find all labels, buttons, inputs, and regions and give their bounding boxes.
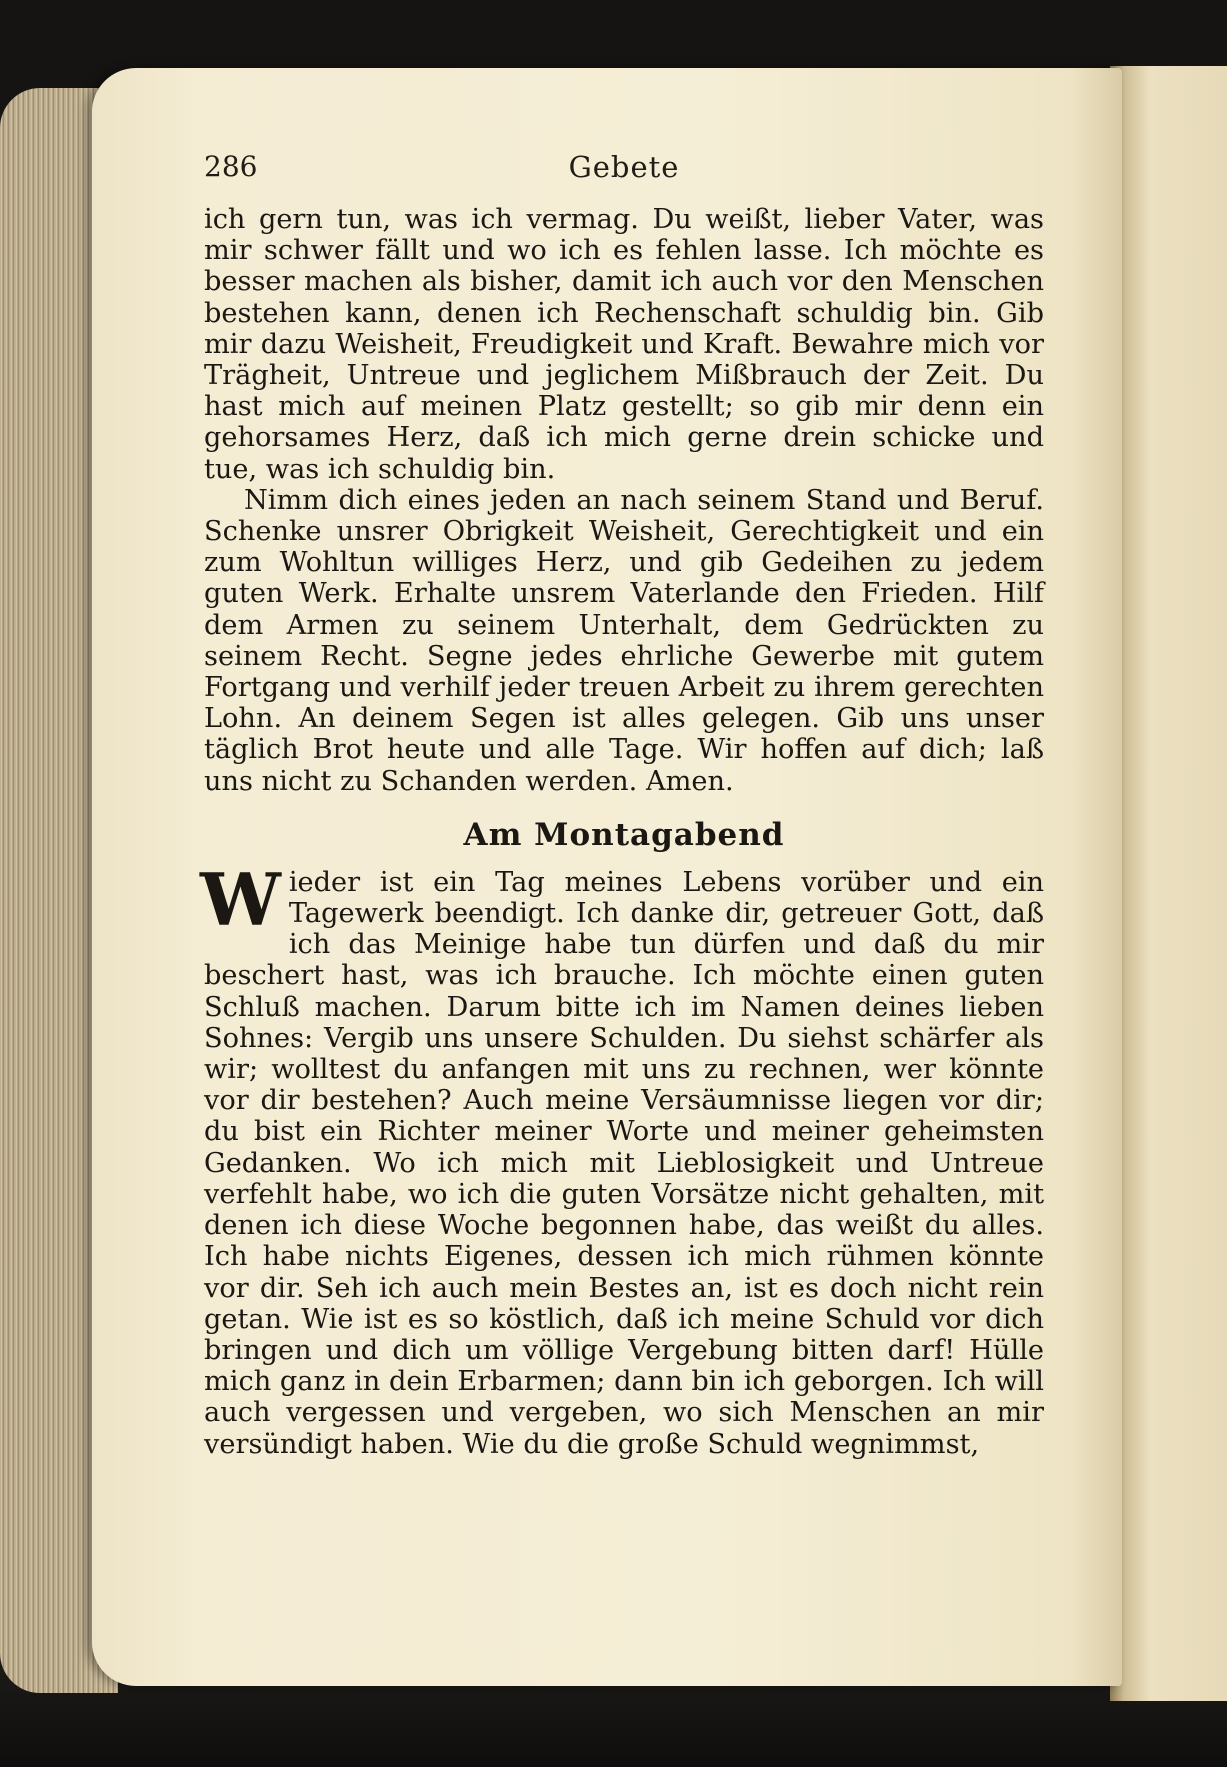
section-text: ieder ist ein Tag meines Lebens vorüber und ein Tagewerk beendigt. Ich danke dir, getreuer Gott, daß ich das Meinige habe tun dürfen und daß du mir beschert hast, was ich brauche. Ich möchte einen guten Schluß machen. Darum bitte ich im Namen deines lieben Sohnes: Vergib uns unsere Schulden. Du siehst schärfer als wir; wolltest du anfangen mit uns zu rechnen, wer könnte vor dir bestehen? Auch meine Versäumnisse liegen vor dir; du bist ein Richter meiner Worte und meiner geheimsten Gedanken. Wo ich mich mit Lieblosigkeit und Untreue verfehlt habe, wo ich die guten Vorsätze nicht gehalten, mit denen ich diese Woche begonnen habe, das weißt du alles. Ich habe nichts Eigenes, dessen ich mich rühmen könnte vor dir. Seh ich auch mein Bestes an, ist es doch nicht rein getan. Wie ist es so köstlich, daß ich meine Schuld vor dich bringen und dich um völlige Vergebung bitten darf! Hülle mich ganz in dein Erbarmen; dann bin ich geborgen. Ich will auch vergessen und vergeben, wo sich Menschen an mir versündigt haben. Wie du die große Schuld wegnimmst, [204,866,1044,1460]
section-paragraph [200,856,1044,1460]
text-block [200,150,1044,1460]
paragraph-continued: ich gern tun, was ich vermag. Du weißt, lieber Vater, was mir schwer fällt und wo ich es fehlen lasse. Ich möchte es besser machen als bisher, damit ich auch vor den Menschen bestehen kann, denen ich Rechenschaft schuldig bin. Gib mir dazu Weisheit, Freudigkeit und Kraft. Bewahre mich vor Trägheit, Untreue und jeglichem Mißbrauch der Zeit. Du hast mich auf meinen Platz gestellt; so gib mir denn ein gehorsames Herz, daß ich mich gerne drein schicke und tue, was ich schuldig bin. [204,204,1044,485]
running-head [204,150,1044,198]
section-heading: Am Montagabend [463,816,785,853]
page-number: 286 [204,150,258,183]
running-title: Gebete [568,150,680,184]
drop-cap: W [200,856,281,942]
facing-page [1110,66,1227,1701]
paragraph: Nimm dich eines jeden an nach seinem Stand und Beruf. Schenke unsrer Obrigkeit Weisheit, Gerechtigkeit und ein zum Wohltun williges Herz, und gib Gedeihen zu jedem guten Werk. Erhalte unsrem Vaterlande den Frieden. Hilf dem Armen zu seinem Unterhalt, dem Gedrückten zu seinem Recht. Segne jedes ehrliche Gewerbe mit gutem Fortgang und verhilf jeder treuen Arbeit zu ihrem gerechten Lohn. An deinem Segen ist alles gelegen. Gib uns unser täglich Brot heute und alle Tage. Wir hoffen auf dich; laß uns nicht zu Schanden werden. Amen. [204,484,1044,797]
